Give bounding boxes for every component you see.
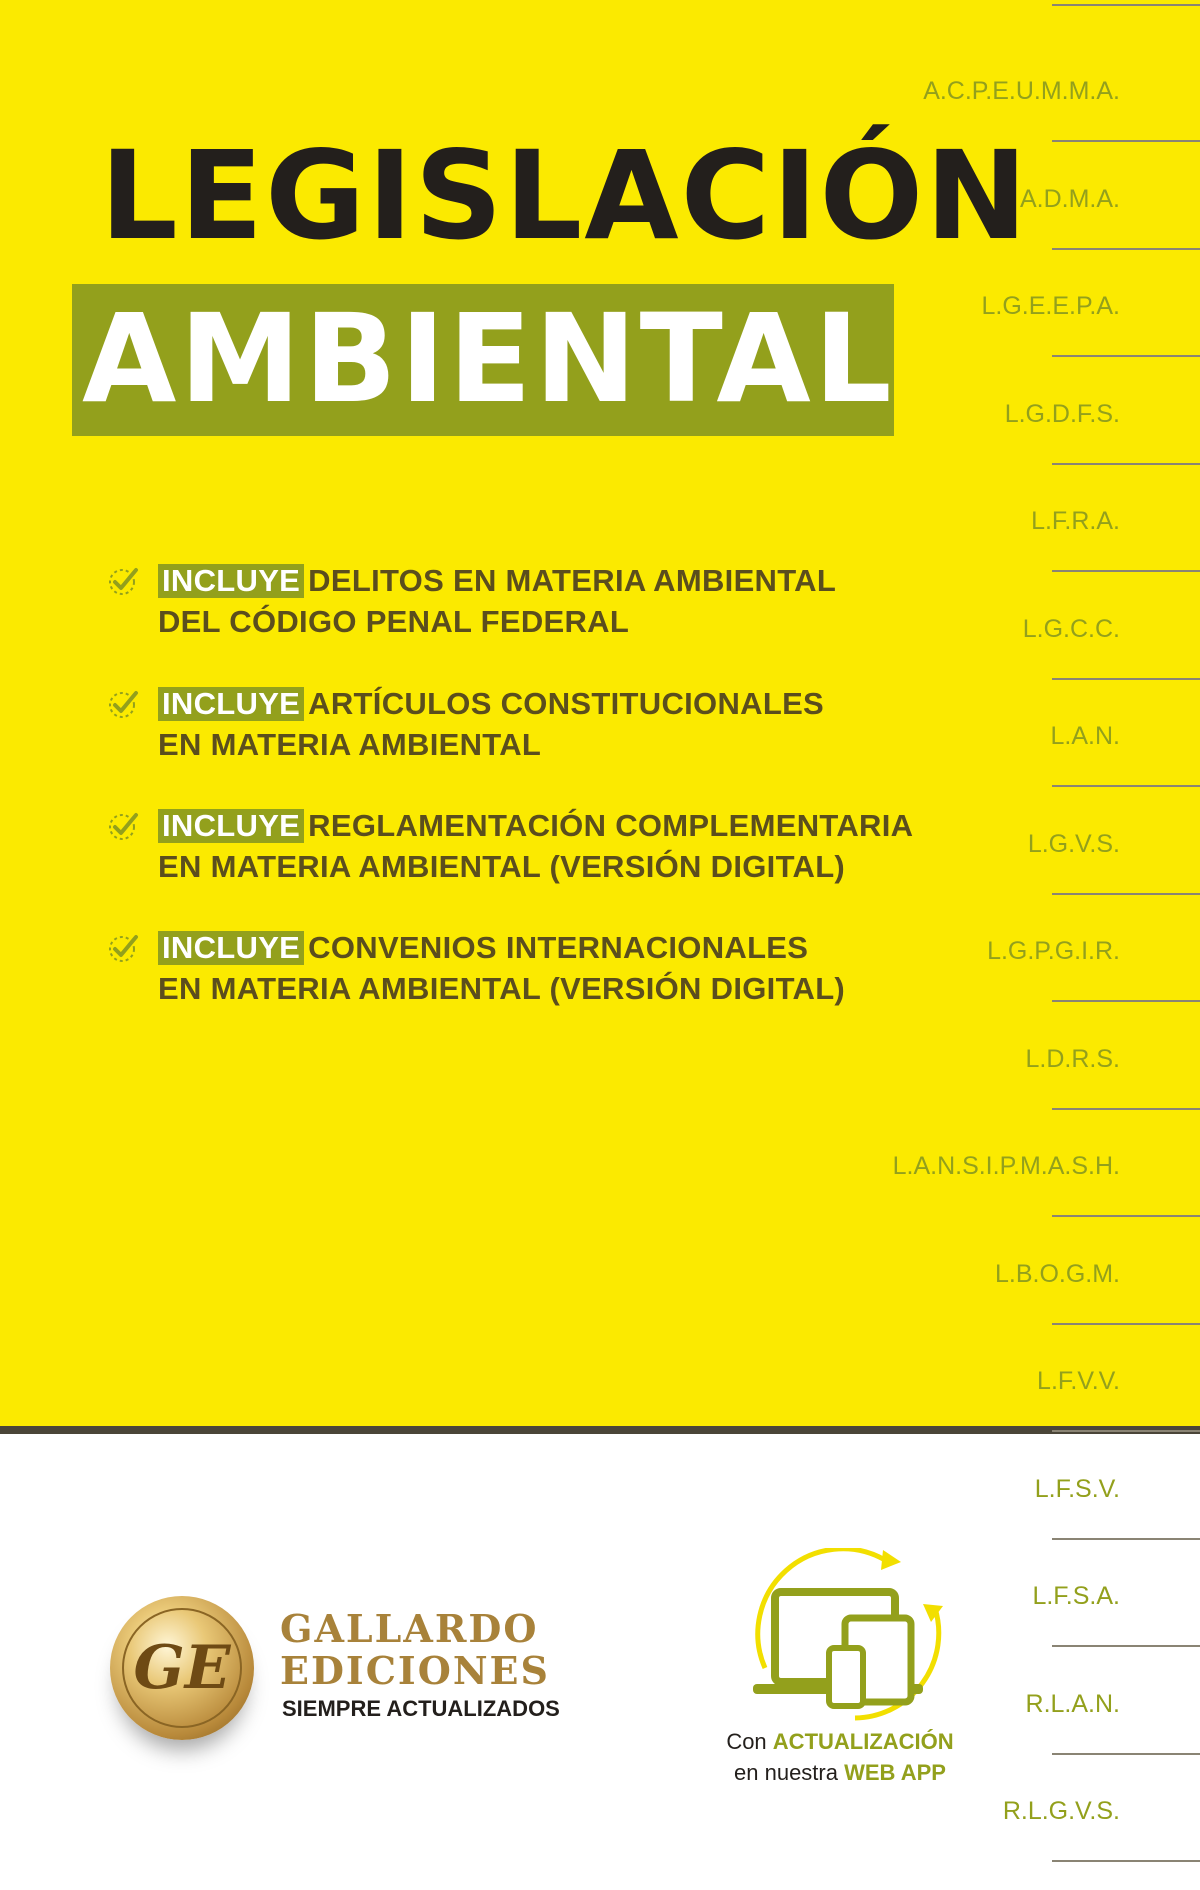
feature-line2: EN MATERIA AMBIENTAL (VERSIÓN DIGITAL): [158, 849, 846, 884]
law-tab-rule: [1052, 1000, 1200, 1002]
check-circle-icon: [106, 931, 140, 965]
feature-badge: INCLUYE: [158, 687, 304, 721]
law-tab-label: L.A.N.S.I.P.M.A.S.H.: [892, 1152, 1120, 1180]
feature-badge: INCLUYE: [158, 564, 304, 598]
law-tab-label: L.G.D.F.S.: [1004, 399, 1120, 428]
feature-line2: EN MATERIA AMBIENTAL: [158, 727, 542, 762]
law-tab-label: L.F.R.A.: [1031, 507, 1120, 535]
check-circle-icon: [106, 809, 140, 843]
law-tab-rule: [1052, 678, 1200, 680]
law-tab-rule: [1052, 893, 1200, 895]
title-ambiental: AMBIENTAL: [82, 288, 895, 430]
law-tab-rule: [1052, 355, 1200, 357]
law-tab-rule: [1052, 1860, 1200, 1862]
web-app-highlight-webapp: WEB APP: [844, 1760, 946, 1785]
feature-line2: DEL CÓDIGO PENAL FEDERAL: [158, 604, 630, 639]
law-tab-rule: [1052, 1645, 1200, 1647]
law-tab-rule: [1052, 140, 1200, 142]
check-circle-icon: [106, 687, 140, 721]
publisher-name-line1: GALLARDO: [280, 1606, 539, 1651]
law-tab-rule: [1052, 4, 1200, 6]
law-tab-label: R.L.A.N.: [1025, 1689, 1120, 1718]
law-tab-rule: [1052, 1215, 1200, 1217]
feature-line1: REGLAMENTACIÓN COMPLEMENTARIA: [308, 808, 914, 843]
law-tab-label: L.B.O.G.M.: [994, 1259, 1120, 1288]
law-tab-label: L.A.N.: [1050, 722, 1120, 750]
devices-sync-icon: [735, 1548, 965, 1728]
law-tab-label: R.L.G.V.S.: [1002, 1797, 1120, 1825]
law-tab-rule: [1052, 1108, 1200, 1110]
feature-line2: EN MATERIA AMBIENTAL (VERSIÓN DIGITAL): [158, 971, 846, 1006]
law-tab-rule: [1052, 463, 1200, 465]
check-circle-icon: [106, 564, 140, 598]
web-app-highlight-update: ACTUALIZACIÓN: [772, 1729, 954, 1754]
law-tab-label: A.D.M.A.: [1019, 184, 1120, 213]
law-tab-label: L.F.V.V.: [1037, 1367, 1120, 1395]
feature-badge: INCLUYE: [158, 809, 304, 843]
feature-line1: DELITOS EN MATERIA AMBIENTAL: [308, 563, 837, 598]
law-tab-label: L.G.C.C.: [1022, 614, 1120, 643]
law-tab-rule: [1052, 248, 1200, 250]
law-tab-rule: [1052, 570, 1200, 572]
law-tab-label: L.G.P.G.I.R.: [987, 937, 1120, 965]
web-app-prefix: Con: [726, 1729, 767, 1754]
cover-divider: [0, 1426, 1200, 1434]
publisher-seal: [110, 1596, 254, 1740]
law-tab-rule: [1052, 1753, 1200, 1755]
law-tab-label: L.G.E.E.P.A.: [981, 292, 1120, 320]
title-legislacion: LEGISLACIÓN: [100, 125, 1030, 267]
law-tab-label: A.C.P.E.U.M.M.A.: [923, 77, 1120, 105]
web-app-caption: [700, 1726, 980, 1788]
law-tab-label: L.D.R.S.: [1025, 1044, 1120, 1073]
law-tab-label: L.F.S.A.: [1032, 1582, 1120, 1610]
law-tab-rule: [1052, 1538, 1200, 1540]
publisher-name-line2: EDICIONES: [280, 1648, 550, 1693]
feature-line1: CONVENIOS INTERNACIONALES: [308, 930, 809, 965]
law-tab-rule: [1052, 785, 1200, 787]
feature-line1: ARTÍCULOS CONSTITUCIONALES: [308, 686, 825, 721]
law-tab-label: L.G.V.S.: [1027, 829, 1120, 858]
law-tab-rule: [1052, 1430, 1200, 1432]
publisher-seal-monogram: GE: [122, 1608, 242, 1728]
feature-badge: INCLUYE: [158, 931, 304, 965]
web-app-middle: en nuestra: [734, 1760, 838, 1785]
law-tab-rule: [1052, 1323, 1200, 1325]
law-tab-label: L.F.S.V.: [1034, 1474, 1120, 1503]
publisher-slogan: SIEMPRE ACTUALIZADOS: [282, 1696, 560, 1721]
